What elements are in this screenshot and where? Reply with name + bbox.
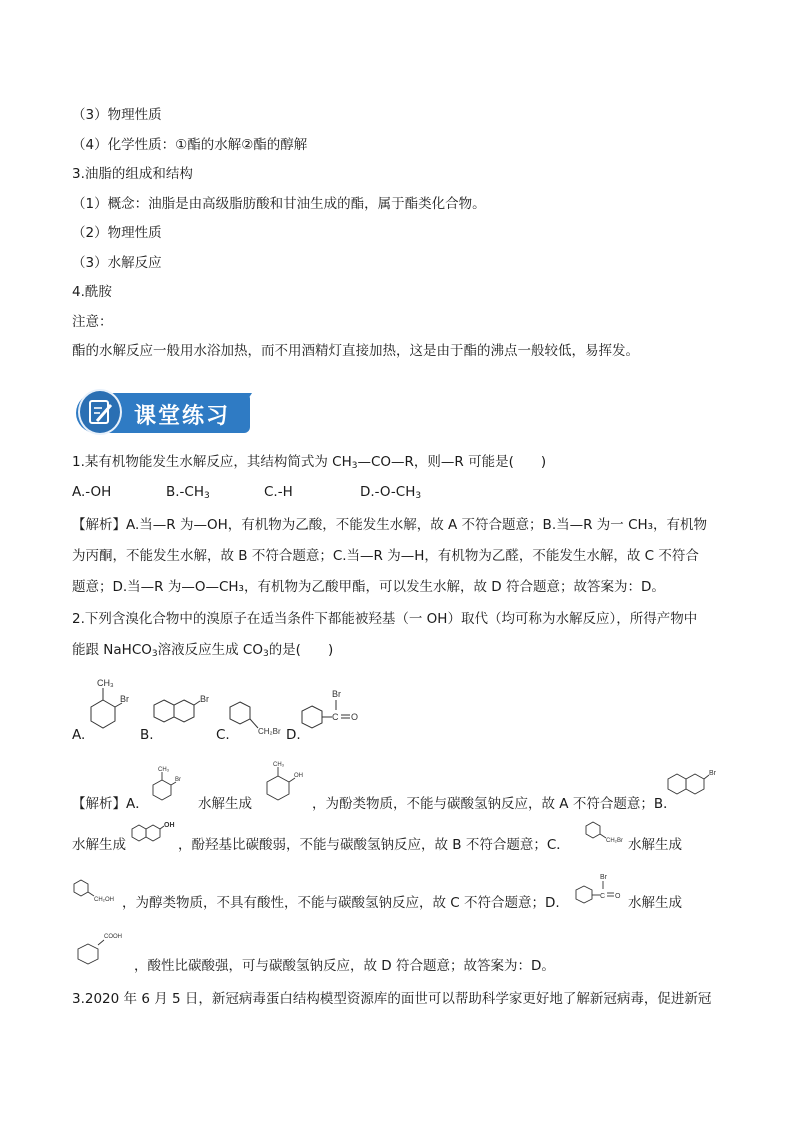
molecule-benzoyl-bromide: [300, 686, 364, 736]
intro-line: 注意：: [72, 313, 113, 330]
molecule-2-bromotoluene-small: [148, 762, 184, 810]
question-2-stem: 能跟 NaHCO$_3$溶液反应生成 $CO_3$的是( ): [72, 642, 334, 659]
molecule-label: CH₂Br: [606, 838, 623, 844]
molecule-label: Br: [200, 694, 209, 704]
question-1-analysis-line: 【解析】A.当—R 为—OH，有机物为乙酸，不能发生水解，故 A 不符合题意；B.当—R 为一 CH₃，有机物: [72, 517, 708, 533]
molecule-o-cresol: [262, 756, 306, 812]
intro-line: 酯的水解反应一般用水浴加热，而不用酒精灯直接加热，这是由于酯的沸点一般较低，易挥发。: [72, 343, 639, 359]
question-2-analysis-prefix: 【解析】A．: [72, 796, 149, 812]
molecule-2-bromonaphthalene: [152, 690, 214, 730]
molecule-label: C: [600, 893, 606, 900]
molecule-label: CH₃: [158, 767, 170, 773]
question-1-option-b: $B.-CH_3$: [166, 484, 210, 501]
molecule-label: C: [332, 712, 339, 722]
question-2-option-d: D.: [286, 727, 301, 743]
question-2-option-b: B.: [140, 727, 154, 743]
question-2-analysis-text: 水解生成: [198, 796, 252, 812]
question-1-option-a: A.-OH: [72, 484, 112, 500]
intro-section: [72, 101, 722, 367]
question-2-analysis-text: ，酚羟基比碳酸弱，不能与碳酸氢钠反应，故 B 不符合题意；C．: [178, 837, 570, 853]
intro-line: （1）概念：油脂是由高级脂肪酸和甘油生成的酯，属于酯类化合物。: [72, 195, 486, 212]
question-2-stem: 2.下列含溴化合物中的溴原子在适当条件下都能被羟基（一 OH）取代（均可称为水解反应），所得产物中: [72, 611, 698, 627]
question-2-analysis-text: 水解生成: [628, 895, 682, 911]
molecule-2-bromotoluene: [86, 672, 130, 738]
molecule-label: O: [351, 712, 359, 722]
molecule-label: CH₃: [273, 762, 285, 768]
intro-line: （3）水解反应: [72, 254, 162, 271]
molecule-label: Br: [332, 689, 341, 699]
intro-line: （2）物理性质: [72, 225, 162, 241]
intro-line: （3）物理性质: [72, 107, 162, 123]
question-2-analysis-text: 水解生成: [72, 837, 126, 853]
question-2-analysis-text: ，为醇类物质，不具有酸性，不能与碳酸氢钠反应，故 C 不符合题意；D.: [122, 895, 560, 911]
question-2-analysis-text: ，酸性比碳酸强，可与碳酸氢钠反应，故 D 符合题意；故答案为：D。: [134, 958, 555, 974]
molecule-label: CH₂Br: [258, 727, 281, 736]
intro-line: （4）化学性质：①酯的水解②酯的醇解: [72, 136, 308, 153]
molecule-label: COOH: [104, 934, 122, 940]
molecule-label: Br: [120, 694, 129, 704]
intro-line: 4.酰胺: [72, 284, 112, 300]
question-2-option-c: C.: [216, 727, 230, 743]
question-1-analysis-line: 为丙酮，不能发生水解，故 B 不符合题意；C.当—R 为—H，有机物为乙醛，不能发生水解，故 C 不符合: [72, 548, 699, 564]
molecule-label: OH: [294, 773, 303, 779]
question-1-option-d: $D.-O-CH_3$: [360, 484, 422, 501]
section-banner: [76, 389, 252, 436]
molecule-benzoic-acid: [72, 930, 122, 970]
question-3-stem: 3.2020 年 6 月 5 日，新冠病毒蛋白结构模型资源库的面世可以帮助科学家更好地了解新冠病毒，促进新冠: [72, 991, 712, 1007]
molecule-benzyl-bromide: [228, 698, 286, 740]
molecule-benzyl-alcohol: [72, 876, 122, 908]
molecule-label: CH₂OH: [94, 897, 114, 903]
question-2-analysis-text: 水解生成: [628, 837, 682, 853]
question-2-option-a: A.: [72, 727, 86, 743]
intro-line: 3.油脂的组成和结构: [72, 166, 193, 182]
question-2-analysis-text: ，为酚类物质，不能与碳酸氢钠反应，故 A 不符合题意；B．: [312, 796, 677, 812]
molecule-label: Br: [709, 770, 716, 777]
molecule-label: O: [615, 893, 621, 900]
molecule-label: Br: [600, 874, 607, 881]
molecule-benzyl-bromide-small: [584, 818, 630, 848]
molecule-label: Br: [175, 777, 181, 783]
molecule-2-naphthol: [130, 818, 180, 848]
molecule-benzoyl-bromide-small: [574, 870, 628, 910]
molecule-2-bromonaphthalene-small: [666, 766, 722, 800]
question-1-option-c: C.-H: [264, 484, 293, 500]
banner-title: 课堂练习: [134, 404, 231, 429]
question-1-analysis-line: 题意；D.当—R 为—O—CH₃，有机物为乙酸甲酯，可以发生水解，故 D 符合题意；故答案为：D。: [72, 579, 665, 595]
molecule-label: OH: [164, 822, 175, 829]
question-1-stem: 1.某有机物能发生水解反应，其结构简式为 $CH_3—CO—R$，则—R 可能是( ): [72, 454, 547, 471]
pencil-note-icon: [78, 389, 122, 435]
molecule-label: CH₃: [97, 678, 114, 688]
